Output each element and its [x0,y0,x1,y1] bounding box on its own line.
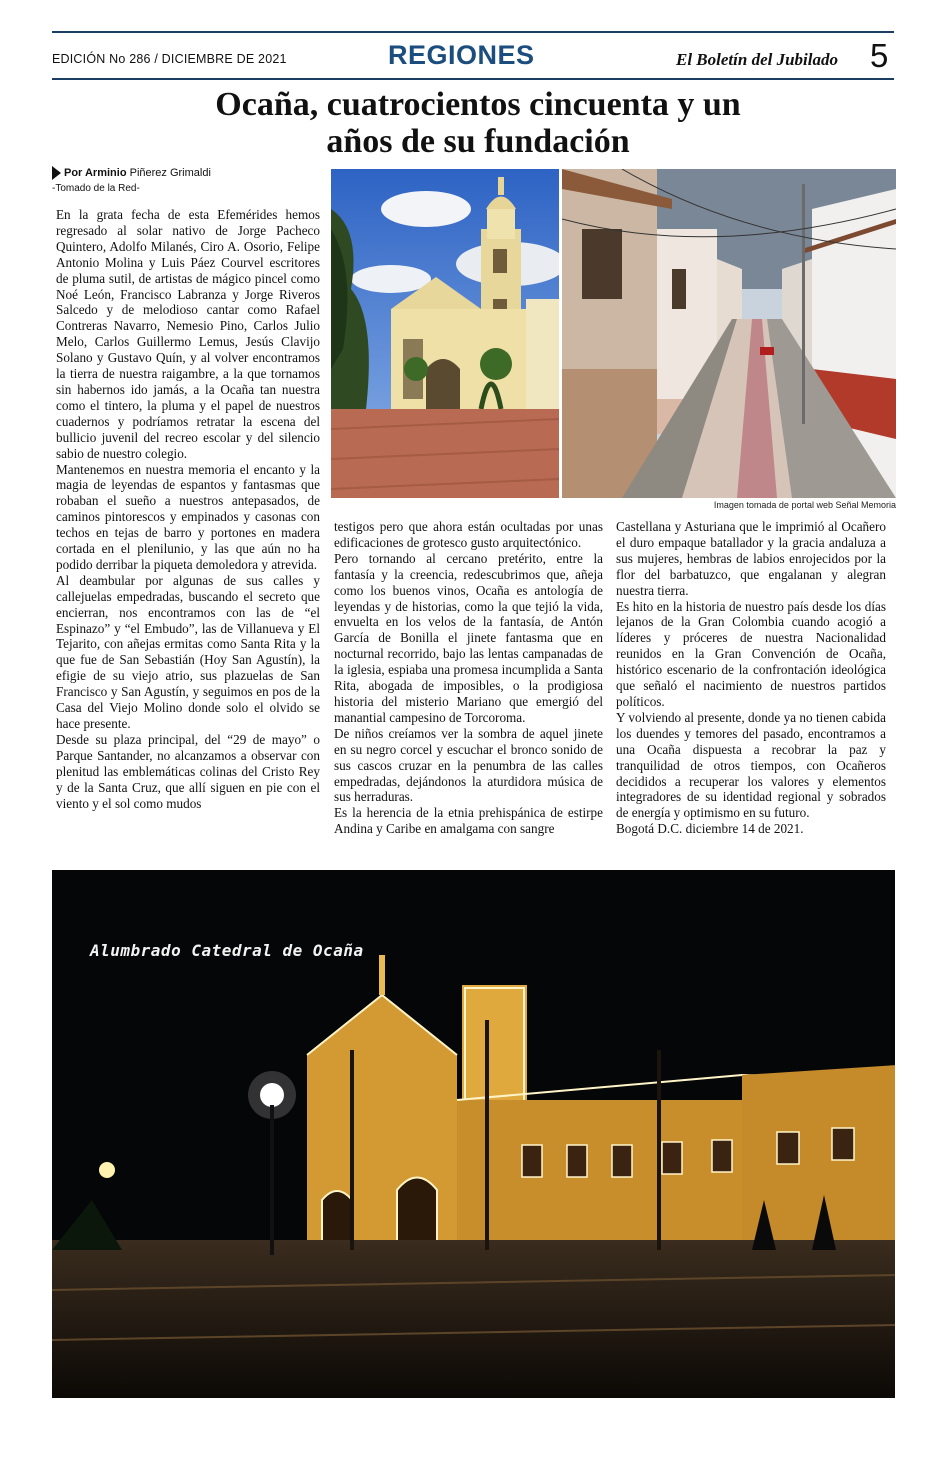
article-source: -Tomado de la Red- [52,183,140,194]
header-bottom-rule [52,78,894,80]
header-top-rule [52,31,894,33]
byline-arrow-icon [52,166,61,180]
section-title: REGIONES [388,40,535,70]
article-title [150,86,806,160]
paragraph: Castellana y Asturiana que le imprimió al Ocañero el duro empaque batallador y la gracia andaluza a sus mujeres, hembras de labios enrojecidos por la flor del barbatuzco, que engalanan y alegran nuestra tierra. [616,519,886,598]
article-column-3 [616,519,886,837]
paragraph: Es hito en la historia de nuestro país desde los días lejanos de la Gran Colombia cuando acogió a líderes y próceres de nuestra Nacionalidad reunidos en la Gran Convención de Ocaña, histórico escenario de la confrontación ideológica que señaló el nacimiento de nuestros partidos políticos. [616,598,886,709]
byline [52,166,211,180]
publication-name: El Boletín del Jubilado [676,50,838,69]
paragraph: Es la herencia de la etnia prehispánica de estirpe Andina y Caribe en amalgama con sangre [334,805,603,837]
edition-label: EDICIÓN No 286 / DICIEMBRE DE 2021 [52,52,287,66]
page-number: 5 [870,37,889,74]
paragraph: Mantenemos en nuestra memoria el encanto y la magia de leyendas de espantos y fantasmas que robaban el sueño a nuestros antepasados, de caminos pintorescos y empinados y casonas con techos en tejas de barro y portones en madera cortada en el plenilunio, y las que aún no ha podido derribar la piqueta demoledora y atrevida. [56,461,320,572]
byline-author: Piñerez Grimaldi [129,166,211,179]
cathedral-day-photo [331,169,559,498]
photo-credit: Imagen tomada de portal web Señal Memoria [713,500,896,510]
paragraph: Bogotá D.C. diciembre 14 de 2021. [616,821,804,837]
paragraph: Y volviendo al presente, donde ya no tienen cabida los duendes y temores del pasado, encontramos a una Ocaña dispuesta a recobrar la paz y tranquilidad de otros tiempos, con Ocañeros decididos a recuperar los valores y elementos integradores de su identidad regional y sobrados de energía y optimismo en su futuro. [616,709,886,821]
paragraph: De niños creíamos ver la sombra de aquel jinete en su negro corcel y escuchar el bronco sonido de sus cascos cruzar en la penumbra de las calles empedradas, dejándonos la aturdidora música de sus herraduras. [334,725,603,805]
article-title-line-2: años de su fundación [326,123,630,160]
paragraph: En la grata fecha de esta Efemérides hemos regresado al solar nativo de Jorge Pacheco Quintero, Adolfo Milanés, Ciro A. Osorio, Felipe Antonio Molina y Luis Páez Courvel escritores de pluma sutil, de artistas de mágico pincel como Noé León, Francisco Labranza y Jorge Riveros Salcedo y de melodioso cantar como Rafael Contreras Navarro, Nemesio Pino, Carlos Julio Melo, Carlos Guillermo Lemus, Jesús Clavijo Solano y Gustavo Quín, y al volver encontramos la tierra de nuestra raigambre, a la que tornamos sin habernos ido jamás, a la Ocaña tan nuestra como el tintero, la pluma y el papel de nuestros cuadernos y podríamos retratar la escena del bullicio juvenil del recreo escolar y del silencio sabio de nuestro colegio. [56,207,320,461]
byline-prefix: Por Arminio [64,166,127,179]
paragraph: Al deambular por algunas de sus calles y callejuelas empedradas, buscando el secreto que encierran, nos encontramos con las de “el Espinazo” y “el Embudo”, las de Villanueva y El Tejarito, con añejas ermitas como Santa Rita y la que fue de San Sebastián (Hoy San Agustín), la efigie de su viejo atrio, sus plazuelas de San Francisco y San Agustín, y seguimos en pos de la Casa del Viejo Molino donde solo el olvido se hace presente. [56,572,320,731]
article-column-1 [56,207,320,811]
cathedral-day-illustration [331,169,559,498]
colonial-street-illustration [562,169,896,498]
street-photo [562,169,896,498]
night-photo-caption: Alumbrado Catedral de Ocaña [90,941,364,960]
article-title-line-1: Ocaña, cuatrocientos cincuenta y un [215,86,741,123]
paragraph: Desde su plaza principal, del “29 de mayo” o Parque Santander, no alcanzamos a observar con plenitud las emblemáticas colinas del Cristo Rey y de la Santa Cruz, que allí siguen en pie con el viento y el sol como mudos [56,731,320,811]
paragraph: Pero tornando al cercano pretérito, entre la fantasía y la creencia, redescubrimos que, añeja como los buenos vinos, Ocaña es antología de leyendas y de historias, como la que tejió la vida, envuelta en los velos de la fantasía, de Antón García de Bonilla el jinete fantasma que en nocturnal recorrido, bajo las lentas campanadas de la iglesia, espiaba una promesa incumplida a Santa Rita, abogada de imposibles, o la prodigiosa historia del misterio Mariano que emergió del manantial campesino de Torcoroma. [334,550,603,725]
paragraph: testigos pero que ahora están ocultadas por unas edificaciones de grotesco gusto arquitectónico. [334,519,603,550]
article-column-2 [334,519,603,837]
